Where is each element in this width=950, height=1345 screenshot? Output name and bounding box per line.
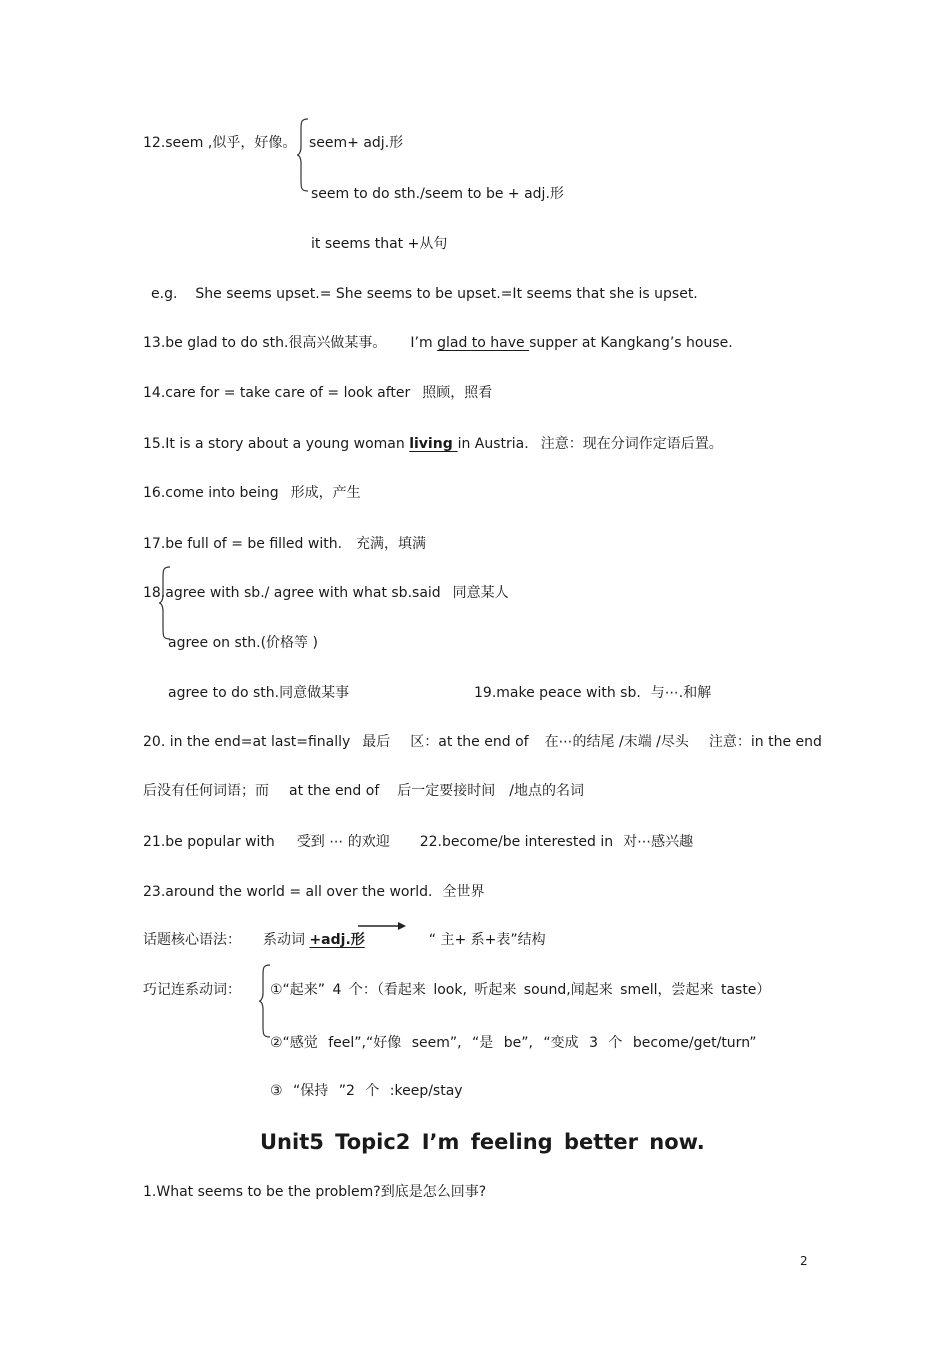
item-18-use-2: agree on sth.(价格等 ) (168, 635, 318, 651)
item-20-text: 20. in the end=at last=finally (143, 734, 351, 750)
item-13 (143, 334, 733, 352)
item-13-example-post: supper at Kangkang’s house. (529, 335, 733, 351)
item-20-l2a: 后没有任何词语；而 (143, 783, 269, 799)
example-label: e.g. (151, 286, 178, 302)
item-20-line-2 (143, 782, 584, 800)
item-18-text: 18.agree with sb./ agree with what sb.said (143, 585, 441, 601)
item-13-text: 13.be glad to do sth.很高兴做某事。 (143, 335, 387, 351)
item-15-pre: 15.It is a story about a young woman (143, 436, 410, 452)
item-21-22 (143, 833, 693, 851)
example-text: She seems upset.= She seems to be upset.=It seems that she is upset. (195, 286, 698, 302)
item-19 (474, 684, 711, 702)
item-16-text: 16.come into being (143, 485, 279, 501)
grammar-part-3: “ 主+ 系+表”结构 (428, 932, 546, 948)
item-20 (143, 733, 822, 751)
grammar-label: 话题核心语法： (143, 932, 241, 948)
item-23 (143, 883, 484, 901)
item-12-use-3: it seems that +从句 (311, 236, 448, 252)
item-18-use-3: agree to do sth.同意做某事 (168, 685, 350, 701)
item-15-post: in Austria. (457, 436, 529, 452)
item-20-note: 注意：in the end (708, 734, 822, 750)
item-21-cn: 受到 ⋯ 的欢迎 (296, 834, 390, 850)
mnemonic-line-3: ③ “保持 ”2 个 :keep/stay (270, 1083, 463, 1099)
topic2-item-1: 1.What seems to be the problem?到底是怎么回事? (143, 1184, 487, 1200)
item-13-example-pre: I’m (410, 335, 438, 351)
left-brace-icon (158, 566, 172, 640)
item-20-l2c: 后一定要接时间 (397, 783, 496, 799)
item-17-cn: 充满，填满 (356, 536, 427, 552)
item-15-underlined: living (409, 436, 458, 452)
item-12-example (151, 285, 698, 303)
item-12-label: 12.seem ,似乎，好像。 (143, 135, 297, 151)
item-22-cn: 对⋯感兴趣 (623, 834, 694, 850)
item-17 (143, 535, 426, 553)
mnemonic-label: 巧记连系动词： (143, 982, 241, 998)
grammar-part-2: +adj.形 (309, 932, 365, 948)
item-17-text: 17.be full of = be filled with. (143, 536, 343, 552)
item-19-cn: 与⋯.和解 (650, 685, 712, 701)
item-12-use-2: seem to do sth./seem to be + adj.形 (311, 186, 564, 202)
item-20-l2d: /地点的名词 (509, 783, 584, 799)
item-16 (143, 484, 361, 502)
item-19-text: 19.make peace with sb. (474, 685, 641, 701)
item-20-diff: 区：at the end of (410, 734, 529, 750)
mnemonic-line-2: ②“感觉 feel”,“好像 seem”, “是 be”, “变成 3 个 become/get/turn” (270, 1035, 757, 1051)
left-brace-icon (258, 964, 272, 1038)
item-16-cn: 形成，产生 (290, 485, 361, 501)
item-18 (143, 584, 509, 602)
item-20-l2b: at the end of (289, 783, 380, 799)
mnemonic-line-1: ①“起来” 4 个：（看起来 look, 听起来 sound,闻起来 smell，尝起来 taste） (270, 982, 771, 998)
item-23-text: 23.around the world = all over the world. (143, 884, 433, 900)
item-12-use-1: seem+ adj.形 (309, 135, 404, 151)
item-20-cn: 最后 (362, 734, 391, 750)
grammar-line (143, 931, 546, 949)
page-number: 2 (800, 1254, 808, 1268)
grammar-part-1: 系动词 (263, 932, 310, 948)
item-18-cn: 同意某人 (452, 585, 509, 601)
left-brace-icon (296, 118, 310, 192)
item-15-note: 注意：现在分词作定语后置。 (540, 436, 723, 452)
arrow-right-icon (358, 920, 408, 932)
item-13-example-underlined: glad to have (437, 335, 530, 351)
item-14-text: 14.care for = take care of = look after (143, 385, 411, 401)
unit-heading: Unit5 Topic2 I’m feeling better now. (260, 1130, 705, 1154)
item-20-diff-cn: 在⋯的结尾 /末端 /尽头 (544, 734, 689, 750)
item-22-text: 22.become/be interested in (419, 834, 614, 850)
item-14-cn: 照顾，照看 (422, 385, 493, 401)
item-14 (143, 384, 492, 402)
item-21-text: 21.be popular with (143, 834, 275, 850)
item-15 (143, 435, 723, 453)
item-23-cn: 全世界 (442, 884, 485, 900)
